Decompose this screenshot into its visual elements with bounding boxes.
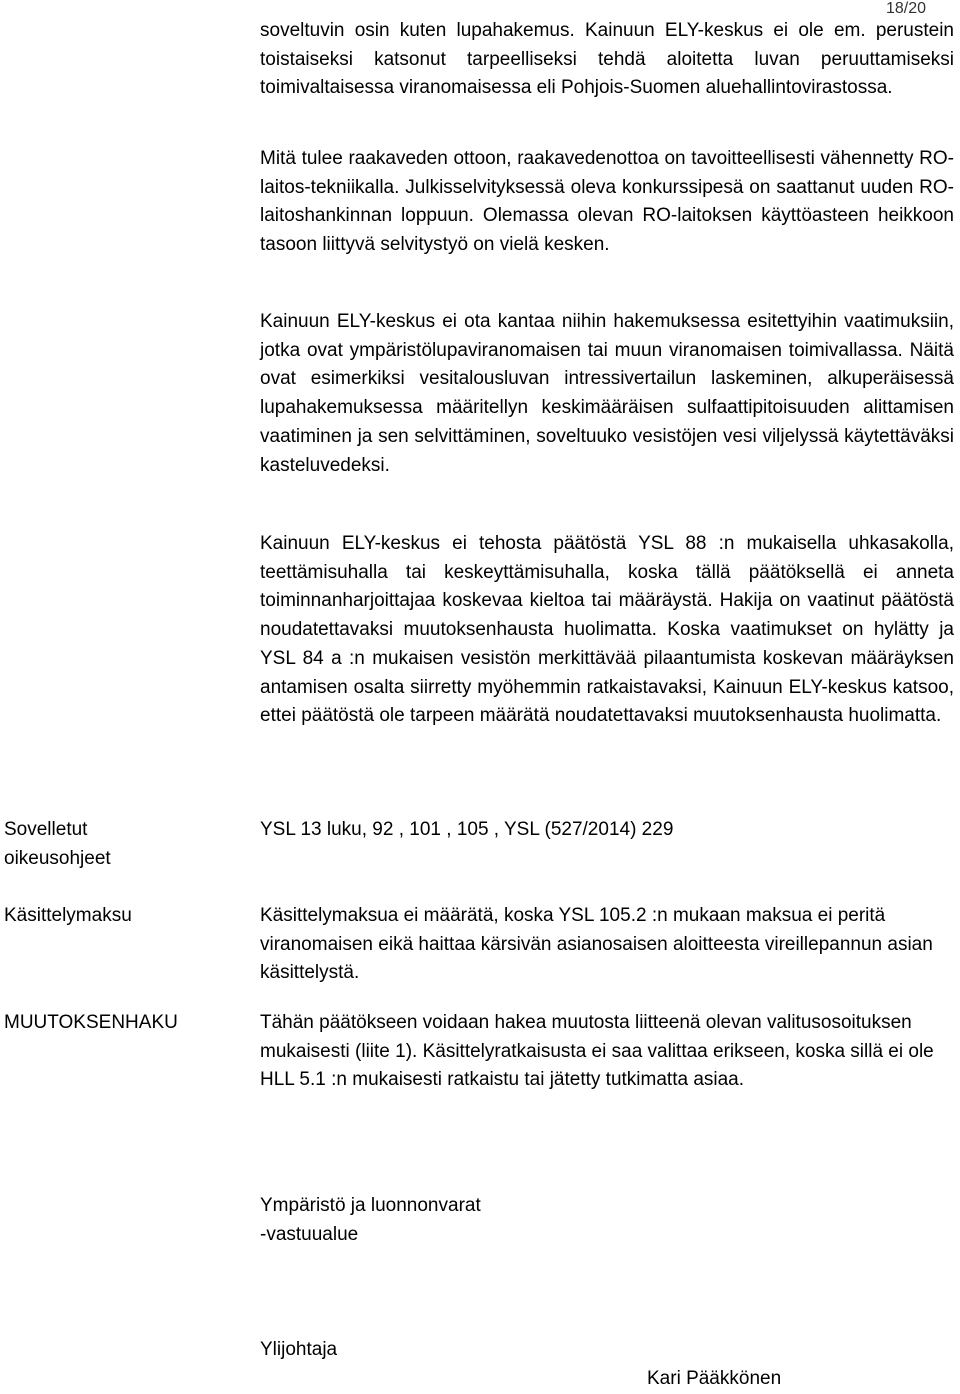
section-text: YSL 13 luku, 92 , 101 , 105 , YSL (527/2014) 229: [260, 819, 674, 840]
paragraph-enforcement: Kainuun ELY-keskus ei tehosta päätöstä YSL 88 :n mukaisella uhkasakolla, teettämisuhalla tai keskeyttämisuhalla, koska tällä päätöksellä ei anneta toiminnanharjoittajaa koskevaa kieltoa tai määräystä. Hakija on vaatinut päätöstä noudatettavaksi muutoksenhausta huolimatta. Koska vaatimukset on hylätty ja YSL 84 a :n mukaisen vesistön merkittävää pilaantumista koskevan määräyksen antamisen osalta siirretty myöhemmin ratkaistavaksi, Kainuun ELY-keskus katsoo, ettei päätöstä ole tarpeen määrätä noudatettavaksi muutoksenhausta huolimatta.: [260, 533, 954, 727]
page-number: 18/20: [885, 0, 926, 17]
paragraph-license-withdrawal: soveltuvin osin kuten lupahakemus. Kainuun ELY-keskus ei ole em. perustein toistaiseksi katsonut tarpeelliseksi tehdä aloitetta luvan peruuttamiseksi toimivaltaisessa viranomaisessa eli Pohjois-Suomen aluehallintovirastossa.: [260, 20, 954, 99]
paragraph-raw-water-intake: Mitä tulee raakaveden ottoon, raakavedenottoa on tavoitteellisesti vähennetty RO-laitos-tekniikalla. Julkisselvityksessä oleva konkurssipesä on saattanut uuden RO-laitoshankinnan loppuun. Olemassa olevan RO-laitoksen käyttöasteen heikkoon tasoon liittyvä selvitystyö on vielä kesken.: [260, 148, 954, 256]
signature-unit-line2: -vastuualue: [260, 1224, 359, 1245]
signature-unit-line1: Ympäristö ja luonnonvarat: [260, 1195, 481, 1216]
signature-name: Kari Pääkkönen: [647, 1368, 782, 1389]
section-label: Sovelletut oikeusohjeet: [4, 819, 111, 869]
section-text: Käsittelymaksua ei määrätä, koska YSL 105.2 :n mukaan maksua ei peritä viranomaisen eikä haittaa kärsivän asianosaisen aloitteesta vireillepannun asian käsittelystä.: [260, 905, 933, 984]
section-text: Tähän päätökseen voidaan hakea muutosta liitteenä olevan valitusosoituksen mukaisesti (liite 1). Käsittelyratkaisusta ei saa valittaa erikseen, koska sillä ei ole HLL 5.1 :n mukaisesti ratkaistu tai jätetty tutkimatta asiaa.: [260, 1012, 934, 1091]
section-label: Käsittelymaksu: [4, 905, 132, 926]
signature-title: Ylijohtaja: [260, 1339, 338, 1360]
section-label: MUUTOKSENHAKU: [4, 1012, 178, 1033]
paragraph-competence-limits: Kainuun ELY-keskus ei ota kantaa niihin hakemuksessa esitettyihin vaatimuksiin, jotka ovat ympäristölupaviranomaisen tai muun viranomaisen toimivallassa. Näitä ovat esimerkiksi vesitalousluvan intressivertailun laskeminen, alkuperäisessä lupahakemuksessa määritellyn keskimääräisen sulfaattipitoisuuden alittamisen vaatiminen ja sen selvittäminen, soveltuuko vesistöjen vesi viljelyssä käytettäväksi kasteluvedeksi.: [260, 311, 954, 476]
